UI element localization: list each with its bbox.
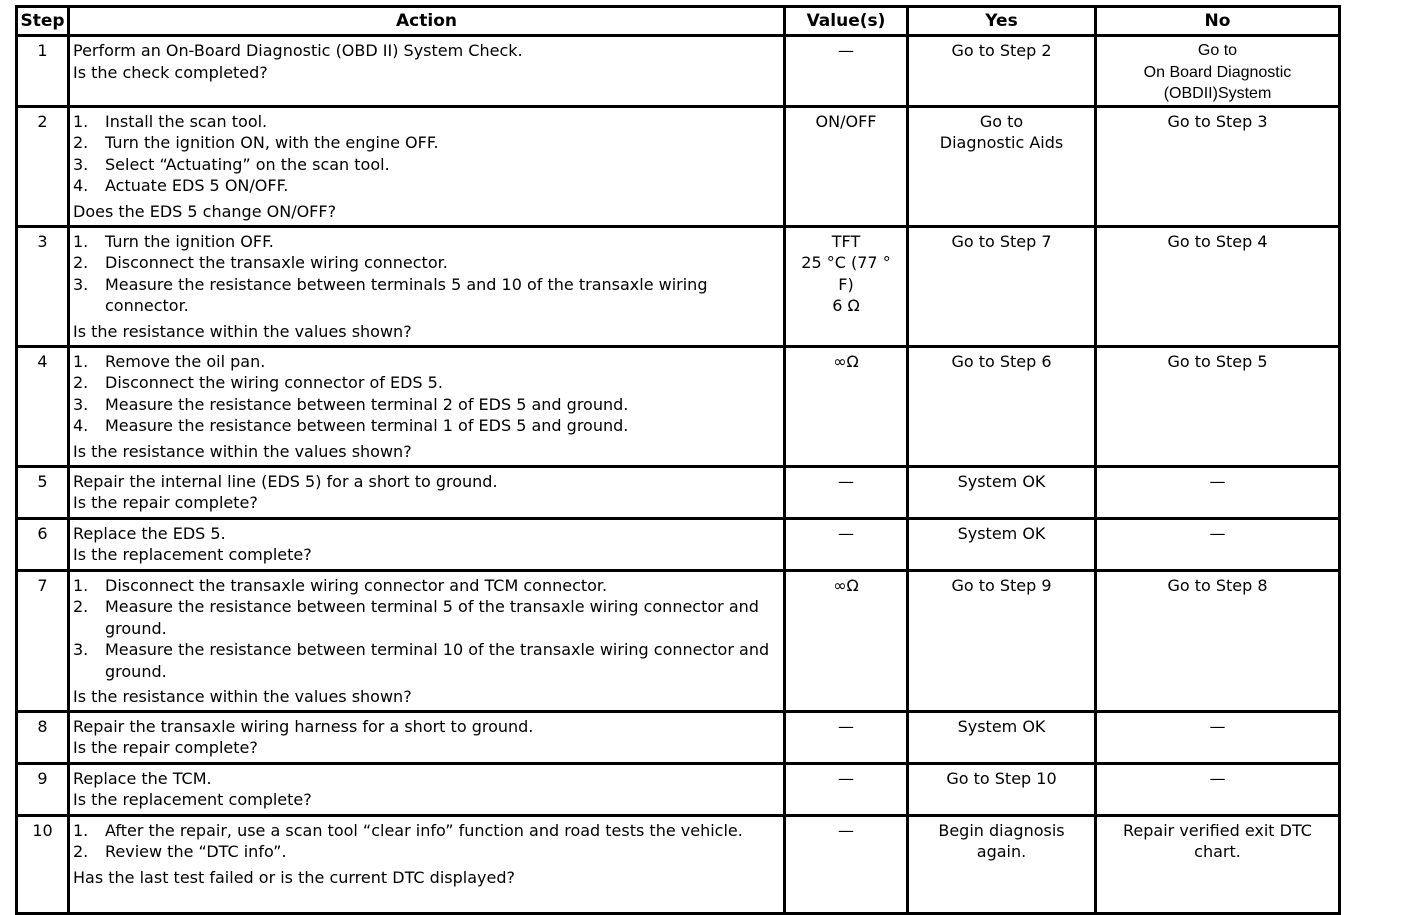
value-cell: ON/OFF <box>785 106 908 226</box>
table-row <box>17 518 1340 570</box>
table-row <box>17 815 1340 913</box>
action-cell <box>69 763 785 815</box>
action-question: Does the EDS 5 change ON/OFF? <box>73 201 337 221</box>
action-item: 3. Select “Actuating” on the scan tool. <box>73 154 390 174</box>
action-cell <box>69 711 785 763</box>
no-cell: Go to Step 4 <box>1096 226 1340 346</box>
step-number: 6 <box>17 518 69 570</box>
no-cell: Go to Step 8 <box>1096 570 1340 711</box>
header-action: Action <box>69 7 785 36</box>
no-line: (OBDII)System <box>1163 85 1272 102</box>
value-cell: — <box>785 36 908 107</box>
action-cell <box>69 815 785 913</box>
action-cell <box>69 466 785 518</box>
value-cell: — <box>785 466 908 518</box>
value-line: 25 °C (77 ° <box>801 253 891 272</box>
action-item: 2. Review the “DTC info”. <box>73 842 287 861</box>
value-cell: — <box>785 763 908 815</box>
action-question: Is the resistance within the values shown? <box>73 441 412 461</box>
value-cell <box>785 226 908 346</box>
diagnostic-table <box>15 5 1341 915</box>
value-cell: — <box>785 711 908 763</box>
table-row <box>17 36 1340 107</box>
step-number: 3 <box>17 226 69 346</box>
yes-line: Diagnostic Aids <box>939 133 1064 152</box>
table-row <box>17 711 1340 763</box>
action-cell <box>69 518 785 570</box>
table-row <box>17 570 1340 711</box>
step-number: 8 <box>17 711 69 763</box>
action-item: 3. Measure the resistance between terminals 5 and 10 of the transaxle wiring connector. <box>73 274 708 315</box>
table-row <box>17 106 1340 226</box>
action-text: Repair the internal line (EDS 5) for a short to ground. <box>73 471 498 491</box>
action-item: 3. Measure the resistance between terminal 2 of EDS 5 and ground. <box>73 394 629 414</box>
action-question: Is the check completed? <box>73 62 268 82</box>
header-yes: Yes <box>908 7 1096 36</box>
yes-cell: Go to Step 6 <box>908 346 1096 466</box>
no-cell: — <box>1096 763 1340 815</box>
action-question: Is the replacement complete? <box>73 790 312 809</box>
action-cell <box>69 570 785 711</box>
action-text: Replace the TCM. <box>73 768 212 788</box>
action-item: 1. After the repair, use a scan tool “clear info” function and road tests the vehicle. <box>73 820 743 840</box>
action-text: Perform an On-Board Diagnostic (OBD II) System Check. <box>73 41 523 60</box>
action-cell <box>69 346 785 466</box>
yes-cell: System OK <box>908 466 1096 518</box>
step-number: 7 <box>17 570 69 711</box>
step-number: 10 <box>17 815 69 913</box>
no-cell: — <box>1096 518 1340 570</box>
action-question: Is the repair complete? <box>73 493 258 512</box>
value-cell: — <box>785 518 908 570</box>
table-row <box>17 466 1340 518</box>
action-item: 2. Disconnect the transaxle wiring connector. <box>73 253 448 272</box>
value-line: 6 Ω <box>832 296 860 315</box>
step-number: 5 <box>17 466 69 518</box>
yes-cell: Begin diagnosis again. <box>908 815 1096 913</box>
value-cell: ∞Ω <box>785 570 908 711</box>
yes-cell: Go to Step 9 <box>908 570 1096 711</box>
action-cell <box>69 226 785 346</box>
action-item: 3. Measure the resistance between terminal 10 of the transaxle wiring connector and ground. <box>73 640 770 681</box>
value-line: F) <box>838 274 854 294</box>
no-line: On Board Diagnostic <box>1143 63 1292 81</box>
action-item: 2. Disconnect the wiring connector of EDS 5. <box>73 373 443 392</box>
yes-cell: System OK <box>908 518 1096 570</box>
action-text: Repair the transaxle wiring harness for a short to ground. <box>73 716 534 736</box>
action-cell <box>69 106 785 226</box>
step-number: 4 <box>17 346 69 466</box>
header-values: Value(s) <box>785 7 908 36</box>
yes-cell: Go to Step 10 <box>908 763 1096 815</box>
action-question: Is the resistance within the values shown? <box>73 687 412 706</box>
header-step: Step <box>17 7 69 36</box>
step-number: 2 <box>17 106 69 226</box>
action-question: Is the repair complete? <box>73 738 258 757</box>
table-row <box>17 763 1340 815</box>
action-item: 2. Measure the resistance between terminal 5 of the transaxle wiring connector and ground. <box>73 597 759 638</box>
header-no: No <box>1096 7 1340 36</box>
no-cell: — <box>1096 466 1340 518</box>
action-text: Replace the EDS 5. <box>73 523 226 543</box>
table-row <box>17 346 1340 466</box>
yes-cell: System OK <box>908 711 1096 763</box>
action-item: 1. Disconnect the transaxle wiring connector and TCM connector. <box>73 575 608 595</box>
value-line: TFT <box>831 231 861 251</box>
no-cell: Go to Step 5 <box>1096 346 1340 466</box>
yes-cell <box>908 106 1096 226</box>
action-question: Is the replacement complete? <box>73 545 312 564</box>
action-item: 1. Install the scan tool. <box>73 111 268 131</box>
action-question: Is the resistance within the values shown? <box>73 321 412 341</box>
action-item: 4. Measure the resistance between terminal 1 of EDS 5 and ground. <box>73 416 629 435</box>
action-cell <box>69 36 785 107</box>
no-cell <box>1096 36 1340 107</box>
yes-cell: Go to Step 7 <box>908 226 1096 346</box>
yes-cell: Go to Step 2 <box>908 36 1096 107</box>
no-cell: Repair verified exit DTC chart. <box>1096 815 1340 913</box>
value-cell: — <box>785 815 908 913</box>
action-question: Has the last test failed or is the current DTC displayed? <box>73 867 515 887</box>
yes-line: Go to <box>979 111 1024 131</box>
no-line: Go to <box>1197 42 1238 59</box>
table-row <box>17 226 1340 346</box>
step-number: 9 <box>17 763 69 815</box>
action-item: 1. Turn the ignition OFF. <box>73 231 274 251</box>
no-cell: — <box>1096 711 1340 763</box>
action-item: 2. Turn the ignition ON, with the engine OFF. <box>73 133 439 152</box>
action-item: 1. Remove the oil pan. <box>73 351 266 371</box>
step-number: 1 <box>17 36 69 107</box>
action-item: 4. Actuate EDS 5 ON/OFF. <box>73 176 289 195</box>
no-cell: Go to Step 3 <box>1096 106 1340 226</box>
value-cell: ∞Ω <box>785 346 908 466</box>
header-row <box>17 7 1340 36</box>
